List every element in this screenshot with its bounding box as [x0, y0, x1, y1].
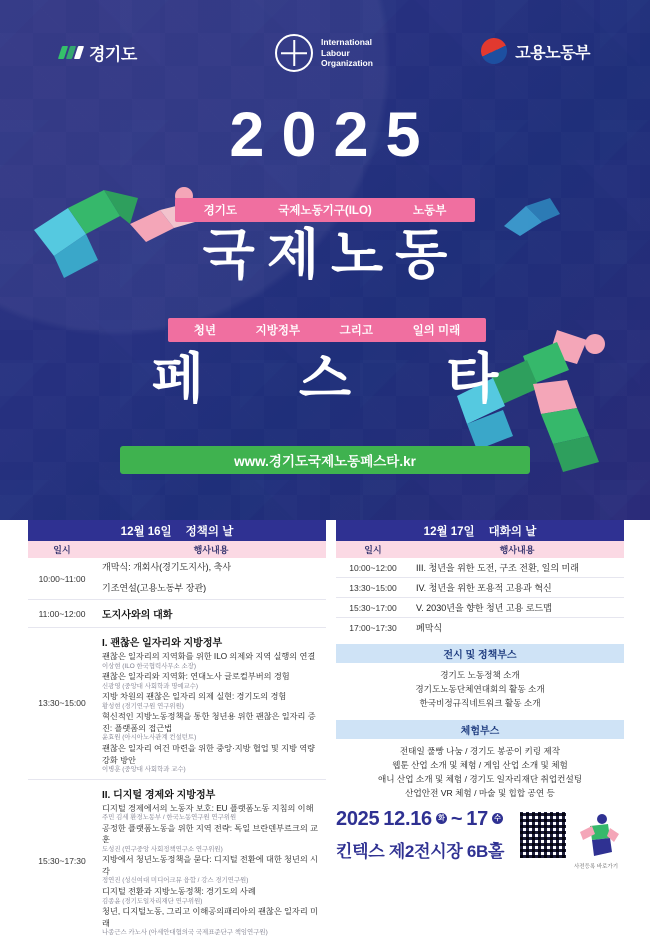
- gyeonggi-mark-icon: [60, 46, 82, 59]
- day1-s2-talk2: 공정한 플랫폼노동을 위한 지역 전략: 독일 브란덴부르크의 교훈: [102, 823, 318, 845]
- day2-row4-time: 17:00~17:30: [349, 622, 397, 633]
- list-item: [102, 743, 322, 775]
- event-date-start: 12.16: [383, 808, 432, 830]
- day2-col-content: 행사내용: [499, 545, 535, 555]
- event-date-end: 17: [466, 808, 488, 830]
- date-range-dash: ~: [450, 808, 463, 830]
- day1-row1-item2: 기조연설(고용노동부 장관): [102, 583, 207, 594]
- date-end-sup: 수: [492, 813, 503, 824]
- list-item: [102, 886, 322, 906]
- day1-row2-section: 도지사와의 대화: [102, 610, 173, 622]
- logo-molab-label: 고용노동부: [515, 44, 590, 62]
- day1-session1-title: I. 괜찮은 일자리와 지방정부: [102, 638, 223, 650]
- day1-s2-talk2-speaker: 도성진 (연구중앙 사회정책연구소 연구위원): [102, 845, 223, 853]
- day1-row2-time: 11:00~12:00: [38, 608, 86, 619]
- venue-name: 킨텍스: [336, 842, 385, 861]
- day1-s1-talk2: 괜찮은 일자리와 지역화: 연대노사 글로컬부버의 경험: [102, 672, 290, 682]
- day2-row2-text: IV. 청년을 위한 포용적 고용과 혁신: [416, 583, 552, 593]
- day1-s2-talk1-speaker: 주민 김세 환경노동부 / 한국노동연구원 연구위원: [102, 814, 237, 822]
- exhibit-line-2: 경기도노동단체연대회의 활동 소개: [415, 684, 545, 695]
- table-row: [336, 618, 624, 637]
- qr-code[interactable]: [518, 810, 568, 860]
- table-row: [28, 558, 326, 600]
- experience-line-4: 산업안전 VR 체험 / 마술 및 힙합 공연 등: [405, 788, 555, 799]
- day2-row1-text: III. 청년을 위한 도전, 구조 전환, 일의 미래: [416, 563, 579, 573]
- event-year: 2025: [336, 808, 380, 830]
- list-item: [102, 803, 322, 823]
- day1-s2-talk4: 디지털 전환과 지방노동정책: 경기도의 사례: [102, 887, 256, 897]
- band-organizer-2: 국제노동기구(ILO): [278, 205, 372, 217]
- day1-s1-talk5: 괜찮은 일자리 여건 마련을 위한 중앙·지방 협업 및 지방 역량 강화 방안: [102, 744, 316, 765]
- band-theme-3: 그리고: [339, 325, 373, 337]
- exhibit-line-3: 한국비정규직네트워크 활동 소개: [419, 698, 541, 709]
- list-item: [102, 671, 322, 691]
- venue-hall: 제2전시장 6B홀: [388, 842, 505, 861]
- day1-s2-talk5: 청년, 디지털노동, 그리고 이해공의패리아의 괜찮은 일자리 미래: [102, 907, 318, 928]
- ilo-line-1: International: [321, 37, 373, 48]
- band-theme-4: 일의 미래: [412, 325, 461, 337]
- band-organizers: [175, 198, 475, 222]
- logo-ilo-label: [321, 37, 373, 69]
- exhibit-booth-lines: [336, 663, 624, 713]
- table-row: [28, 600, 326, 628]
- logo-gyeonggi-label: 경기도: [89, 45, 137, 64]
- ilo-seal-icon: [275, 34, 313, 72]
- logo-row: [0, 34, 650, 86]
- list-item: [102, 651, 322, 671]
- taeguk-icon: [477, 34, 512, 69]
- list-item: [102, 823, 322, 855]
- poster-title-line-2: 페 스 타: [151, 349, 539, 409]
- day1-s2-talk1: 디지털 경제에서의 노동자 보호: EU 플랫폼노동 지침의 이해: [102, 803, 314, 813]
- date-start-sup: 화: [436, 813, 447, 824]
- day2-row4-text: 폐막식: [416, 623, 443, 633]
- poster-title-line-1: 국제노동: [202, 225, 460, 285]
- ilo-line-3: Organization: [321, 58, 373, 69]
- day1-col-content: 행사내용: [193, 545, 229, 555]
- day1-s1-talk2-speaker: 신광영 (중앙대 사회학과 명예교수): [102, 682, 199, 690]
- list-item: [102, 854, 322, 886]
- runner-figure-footer-icon: [576, 812, 620, 860]
- logo-gyeonggi: [60, 40, 137, 65]
- day1-date: 12월 16일: [120, 525, 172, 538]
- exhibit-line-1: 경기도 노동정책 소개: [440, 670, 520, 680]
- table-row: [336, 598, 624, 618]
- day2-title: 대화의 날: [488, 525, 537, 538]
- day1-s1-talk3-speaker: 황성현 (경기연구원 연구위원): [102, 702, 184, 710]
- day1-column: [28, 520, 326, 942]
- day1-row3-time: 13:30~15:00: [38, 698, 86, 709]
- experience-line-1: 전태일 풀빵 나눔 / 경기도 봉공이 키링 제작: [399, 745, 561, 756]
- program-area: [0, 520, 650, 937]
- qr-caption: 사전등록 바로가기: [573, 864, 619, 870]
- day1-title: 정책의 날: [185, 525, 234, 538]
- day2-date: 12월 17일: [423, 525, 475, 538]
- day2-row3-text: V. 2030년을 향한 청년 고용 로드맵: [416, 603, 552, 613]
- band-organizer-1: 경기도: [203, 205, 237, 217]
- band-theme-2: 지방정부: [255, 325, 301, 337]
- table-row: [336, 558, 624, 578]
- day1-col-time: 일시: [53, 545, 71, 555]
- day1-s2-talk3: 지방에서 청년노동정책을 묻다: 디지털 전환에 대한 청년의 시각: [102, 855, 318, 876]
- table-row: [336, 578, 624, 598]
- band-organizer-3: 노동부: [413, 205, 447, 217]
- day1-s1-talk1: 괜찮은 일자리의 지역화를 위한 ILO 의제와 지역 실행의 연결: [102, 652, 316, 662]
- table-row: [28, 780, 326, 942]
- exhibit-booth-header: 전시 및 정책부스: [336, 644, 624, 663]
- day2-column: [336, 520, 624, 802]
- experience-booth-lines: [336, 739, 624, 803]
- band-theme-1: 청년: [193, 325, 217, 337]
- day1-s1-talk1-speaker: 이상현 (ILO 한국협력사무소 소장): [102, 662, 196, 670]
- experience-line-2: 웹툰 산업 소개 및 체험 / 게임 산업 소개 및 체험: [392, 759, 568, 770]
- day1-row4-time: 15:30~17:30: [38, 855, 86, 866]
- day2-row3-time: 15:30~17:00: [349, 602, 397, 613]
- day1-table-header: [28, 541, 326, 558]
- day1-s2-talk3-speaker: 정연진 (성신여대 미디어크뮤 융합 / 강스 경기연구원): [102, 877, 249, 885]
- day1-s2-talk4-speaker: 김종윤 (경기도일자리재단 연구위원): [102, 897, 203, 905]
- day2-row2-time: 13:30~15:00: [349, 582, 397, 593]
- day1-s1-talk3: 지방 차원의 괜찮은 일자리 의제 실현: 경기도의 경험: [102, 692, 287, 702]
- day1-s2-talk5-speaker: 나종근스 카노사 (아세안대협의국 국제표준단구 책임연구원): [102, 929, 268, 937]
- list-item: [102, 906, 322, 938]
- logo-ilo: [275, 34, 373, 72]
- day1-row1-item1: 개막식: 개회사(경기도지사), 축사: [102, 562, 232, 572]
- band-themes: [168, 318, 486, 342]
- day2-table-header: [336, 541, 624, 558]
- day1-s1-talk4: 혁신적인 지방노동정책을 통한 청년용 위한 괜찮은 일자리 증진: 플랫폼의 접근법: [102, 712, 316, 733]
- day1-header: [28, 520, 326, 541]
- experience-line-3: 애니 산업 소개 및 체험 / 경기도 일자리재단 취업컨설팅: [377, 773, 583, 784]
- logo-molab: [481, 38, 590, 64]
- table-row: [28, 628, 326, 780]
- event-footer: [336, 808, 624, 894]
- experience-booth-header: 체험부스: [336, 720, 624, 739]
- list-item: [102, 711, 322, 743]
- day1-session2-title: II. 디지털 경제와 지방정부: [102, 789, 216, 801]
- day1-s1-talk5-speaker: 이병훈 (중앙대 사회학과 교수): [102, 766, 186, 774]
- day1-s1-talk4-speaker: 윤효원 (아시아노사관계 컨설턴트): [102, 734, 197, 742]
- day2-header: [336, 520, 624, 541]
- ilo-line-2: Labour: [321, 47, 350, 58]
- day2-col-time: 일시: [364, 545, 382, 555]
- poster-website-url[interactable]: www.경기도국제노동페스타.kr: [120, 446, 530, 474]
- list-item: [102, 691, 322, 711]
- day1-row1-time: 10:00~11:00: [38, 573, 86, 584]
- poster-year: 2025: [229, 100, 438, 170]
- day2-row1-time: 10:00~12:00: [349, 562, 397, 573]
